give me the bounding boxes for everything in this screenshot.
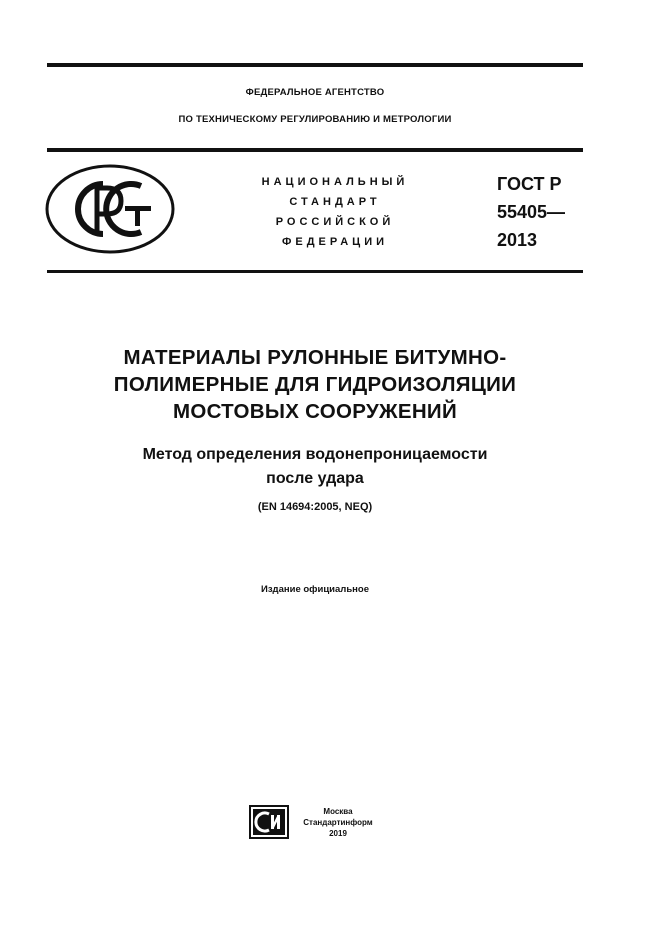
- document-subtitle: [47, 443, 583, 491]
- standard-kind-line: РОССИЙСКОЙ: [275, 216, 395, 228]
- rst-certification-logo-icon: [45, 164, 175, 254]
- standard-designation: [497, 170, 565, 254]
- publisher-block: [293, 806, 383, 839]
- standard-reference: (EN 14694:2005, NEQ): [257, 501, 373, 513]
- publisher-city: Москва: [323, 807, 353, 816]
- title-line: ПОЛИМЕРНЫЕ ДЛЯ ГИДРОИЗОЛЯЦИИ: [113, 373, 517, 396]
- agency-line-1: ФЕДЕРАЛЬНОЕ АГЕНТСТВО: [245, 87, 385, 98]
- publication-year: 2019: [329, 829, 347, 838]
- publisher-name: Стандартинформ: [303, 818, 373, 827]
- national-standard-label: [240, 172, 430, 252]
- subtitle-line: после удара: [266, 470, 364, 487]
- designation-line: ГОСТ Р: [497, 174, 562, 194]
- designation-line: 2013: [497, 230, 538, 250]
- title-line: МАТЕРИАЛЫ РУЛОННЫЕ БИТУМНО-: [123, 346, 507, 369]
- title-line: МОСТОВЫХ СООРУЖЕНИЙ: [172, 400, 458, 423]
- standard-kind-line: СТАНДАРТ: [289, 196, 381, 208]
- edition-note: Издание официальное: [261, 584, 369, 595]
- designation-line: 55405—: [497, 202, 566, 222]
- standard-kind-line: ФЕДЕРАЦИИ: [281, 236, 389, 248]
- header-rule: [47, 148, 583, 152]
- header-bottom-rule: [47, 270, 583, 273]
- subtitle-line: Метод определения водонепроницаемости: [142, 446, 488, 463]
- standard-kind-line: НАЦИОНАЛЬНЫЙ: [261, 176, 409, 188]
- document-title: [47, 344, 583, 425]
- top-rule: [47, 63, 583, 67]
- agency-line-2: ПО ТЕХНИЧЕСКОМУ РЕГУЛИРОВАНИЮ И МЕТРОЛОГИИ: [178, 114, 452, 125]
- standartinform-logo-icon: [249, 805, 289, 839]
